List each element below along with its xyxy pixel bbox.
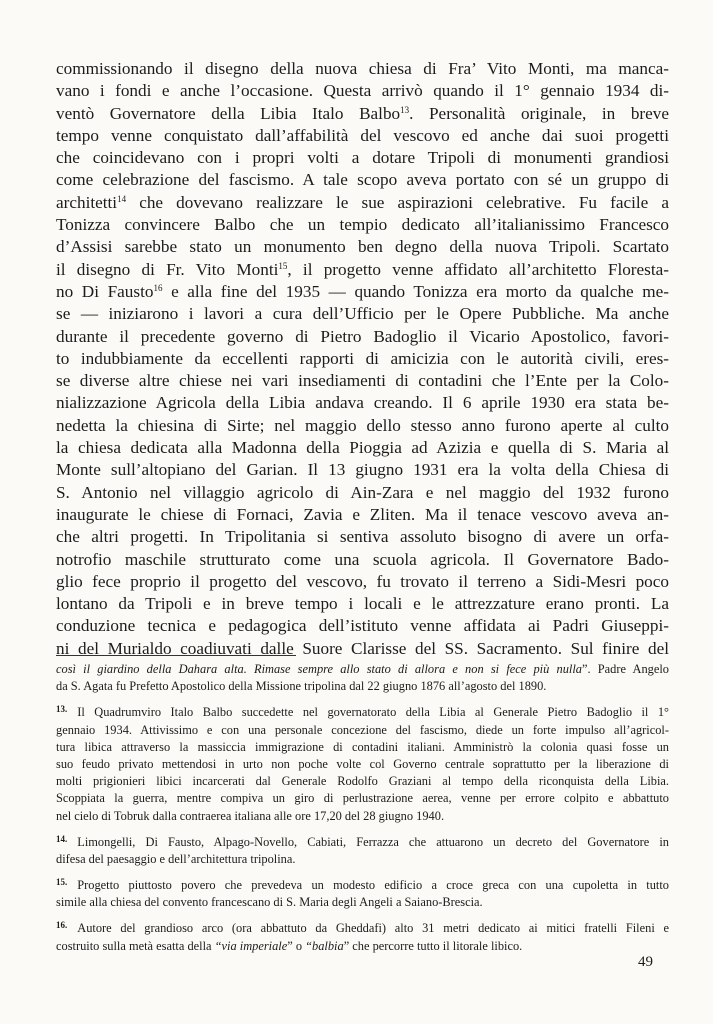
text-line	[56, 103, 669, 125]
text-run: e alla fine del 1935 — quando Tonizza era morto da qualche me-	[162, 281, 670, 301]
text-line	[56, 259, 669, 281]
text-run: Limongelli, Di Fausto, Alpago-Novello, Cabiati, Ferrazza che attuarono un decreto del Governatore in	[77, 834, 669, 849]
footnote-ref: 14	[117, 193, 127, 204]
text-line: ni del Murialdo coadiuvati dalle Suore Clarisse del SS. Sacramento. Sul finire del	[56, 638, 669, 658]
text-line: vano i fondi e anche l’occasione. Questa arrivò quando il 1° gennaio 1934 di-	[56, 81, 669, 101]
text-line: tempo venne conquistato dall’affabilità del vescovo ed anche dai suoi progetti	[56, 125, 669, 145]
footnote	[56, 920, 669, 954]
text-run: costruito sulla metà esatta della	[56, 938, 215, 953]
text-line: che coincidevano con i propri volti a dotare Tripoli di monumenti grandiosi	[56, 148, 669, 168]
text-run: ”. Padre Angelo	[581, 662, 669, 676]
text-line: come celebrazione del fascismo. A tale scopo aveva portato con sé un gruppo di	[56, 170, 669, 190]
page-number: 49	[638, 954, 653, 970]
text-run: architetti	[56, 192, 118, 212]
text-run: Progetto piuttosto povero che prevedeva un modesto edificio a croce greca con una cupoletta in tutto	[77, 878, 669, 893]
text-line: commissionando il disegno della nuova chiesa di Fra’ Vito Monti, ma manca-	[56, 59, 669, 78]
text-line: to indubbiamente da eccellenti rapporti di amicizia con le autorità civili, eres-	[56, 348, 669, 368]
text-line: inaugurate le chiese di Fornaci, Zavia e Zliten. Ma il tenace vescovo aveva an-	[56, 504, 669, 524]
text-line: conduzione tecnica e pedagogica dell’istituto venne affidata ai Padri Giuseppi-	[56, 616, 669, 636]
footnote-number: 14.	[56, 833, 68, 844]
text-run: ” o	[287, 938, 306, 953]
italic-run: così il giardino della Dahara alta. Rimase sempre allo stato di allora e non si fece più nulla	[56, 662, 582, 676]
text-line: glio fece proprio il progetto del vescovo, fu trovato il terreno a Sidi-Mesri poco	[56, 571, 669, 591]
footnote-line: difesa del paesaggio e dell’architettura tripolina.	[56, 851, 296, 866]
footnote-line: simile alla chiesa del convento francescano di S. Maria degli Angeli a Saiano-Brescia.	[56, 895, 483, 910]
footnote-ref: 13	[400, 104, 410, 115]
footnote-line: suo feudo privato mettendosi in urto non poche volte col Governo centrale soprattutto per la liberazione di	[56, 756, 669, 771]
footnote-line: da S. Agata fu Prefetto Apostolico della Missione tripolina dal 22 giugno 1876 all’agosto del 1890.	[56, 679, 547, 694]
footnote-separator	[56, 655, 296, 656]
text-line: d’Assisi sarebbe stato un monumento ben degno della nuova Tripoli. Scartato	[56, 237, 669, 257]
footnote-line	[56, 920, 669, 937]
italic-run: “via imperiale	[214, 938, 288, 953]
footnote-line: gennaio 1934. Attivissimo e con una personale concezione del fascismo, diede un forte impulso all’agricol-	[56, 722, 669, 737]
footnote-line	[56, 938, 669, 955]
text-run: Il Quadrumviro Italo Balbo succedette nel governatorato della Libia al Generale Pietro Badoglio il 1°	[77, 705, 669, 720]
footnote	[56, 704, 669, 824]
text-run: Autore del grandioso arco (ora abbattuto da Gheddafi) alto 31 metri dedicato ai mitici fratelli Fileni e	[77, 921, 669, 936]
text-line	[56, 192, 669, 214]
text-line: se — iniziarono i lavori a cura dell’Ufficio per le Opere Pubbliche. Ma anche	[56, 304, 669, 324]
text-line: notrofio maschile strutturato come una scuola agricola. Il Governatore Bado-	[56, 549, 669, 569]
footnote	[56, 834, 669, 868]
text-line: nializzazione Agricola della Libia andava creando. Il 6 aprile 1930 era stata be-	[56, 393, 669, 413]
footnote-line	[56, 877, 669, 894]
italic-run: “balbia	[305, 938, 344, 953]
footnote-number: 15.	[56, 877, 68, 888]
text-run: no Di Fausto	[56, 281, 154, 301]
text-run: che dovevano realizzare le sue aspirazioni celebrative. Fu facile a	[126, 192, 669, 212]
text-run: il disegno di Fr. Vito Monti	[56, 259, 279, 279]
text-line: S. Antonio nel villaggio agricolo di Ain-Zara e nel maggio del 1932 furono	[56, 482, 669, 502]
footnote-number: 16.	[56, 920, 68, 931]
text-line: durante il precedente governo di Pietro Badoglio il Vicario Apostolico, favori-	[56, 326, 669, 346]
footnote	[56, 877, 669, 911]
footnote-line: nel cielo di Tobruk dalla contraerea italiana alle ore 17,20 del 28 giugno 1940.	[56, 808, 445, 823]
text-run: ” che percorre tutto il litorale libico.	[343, 938, 523, 953]
main-text	[56, 58, 669, 660]
footnote-line: tura libica attraverso la massiccia immigrazione di contadini italiani. Amministrò la colonia quasi fosse un	[56, 739, 669, 754]
footnote-line	[56, 661, 669, 678]
text-line: se diverse altre chiese nei vari insediamenti di contadini che l’Ente per la Colo-	[56, 371, 669, 391]
footnote-line: Scoppiata la guerra, mentre compiva un giro di perlustrazione aerea, venne per errore colpito e abbattuto	[56, 791, 669, 806]
text-line: che altri progetti. In Tripolitania si sentiva assoluto bisogno di avere un orfa-	[56, 527, 669, 547]
footnote-ref: 16	[153, 282, 163, 293]
text-run: , il progetto venne affidato all’architetto Floresta-	[287, 259, 669, 279]
text-run: . Personalità originale, in breve	[409, 103, 669, 123]
footnote-line	[56, 704, 669, 721]
text-line: nedetta la chiesina di Sirte; nel maggio dello stesso anno furono aperte al culto	[56, 415, 669, 435]
text-line: Monte sull’altopiano del Garian. Il 13 giugno 1931 era la volta della Chiesa di	[56, 460, 669, 480]
text-line: la chiesa dedicata alla Madonna della Pioggia ad Azizia e quella di S. Maria al	[56, 438, 669, 458]
footnote-ref: 15	[278, 260, 288, 271]
footnote-line	[56, 834, 669, 851]
text-line	[56, 281, 669, 303]
text-run: ventò Governatore della Libia Italo Balbo	[56, 103, 401, 123]
footnote	[56, 661, 669, 695]
footnote-number: 13.	[56, 704, 68, 715]
footnote-line: molti prigionieri libici incarcerati dal Generale Rodolfo Graziani al tempo della riconquista della Libia.	[56, 774, 669, 789]
footnotes	[56, 661, 669, 964]
text-line: lontano da Tripoli e in breve tempo i locali e le attrezzature erano pronti. La	[56, 594, 669, 614]
text-line: Tonizza convincere Balbo che un tempio dedicato all’italianissimo Francesco	[56, 215, 669, 235]
